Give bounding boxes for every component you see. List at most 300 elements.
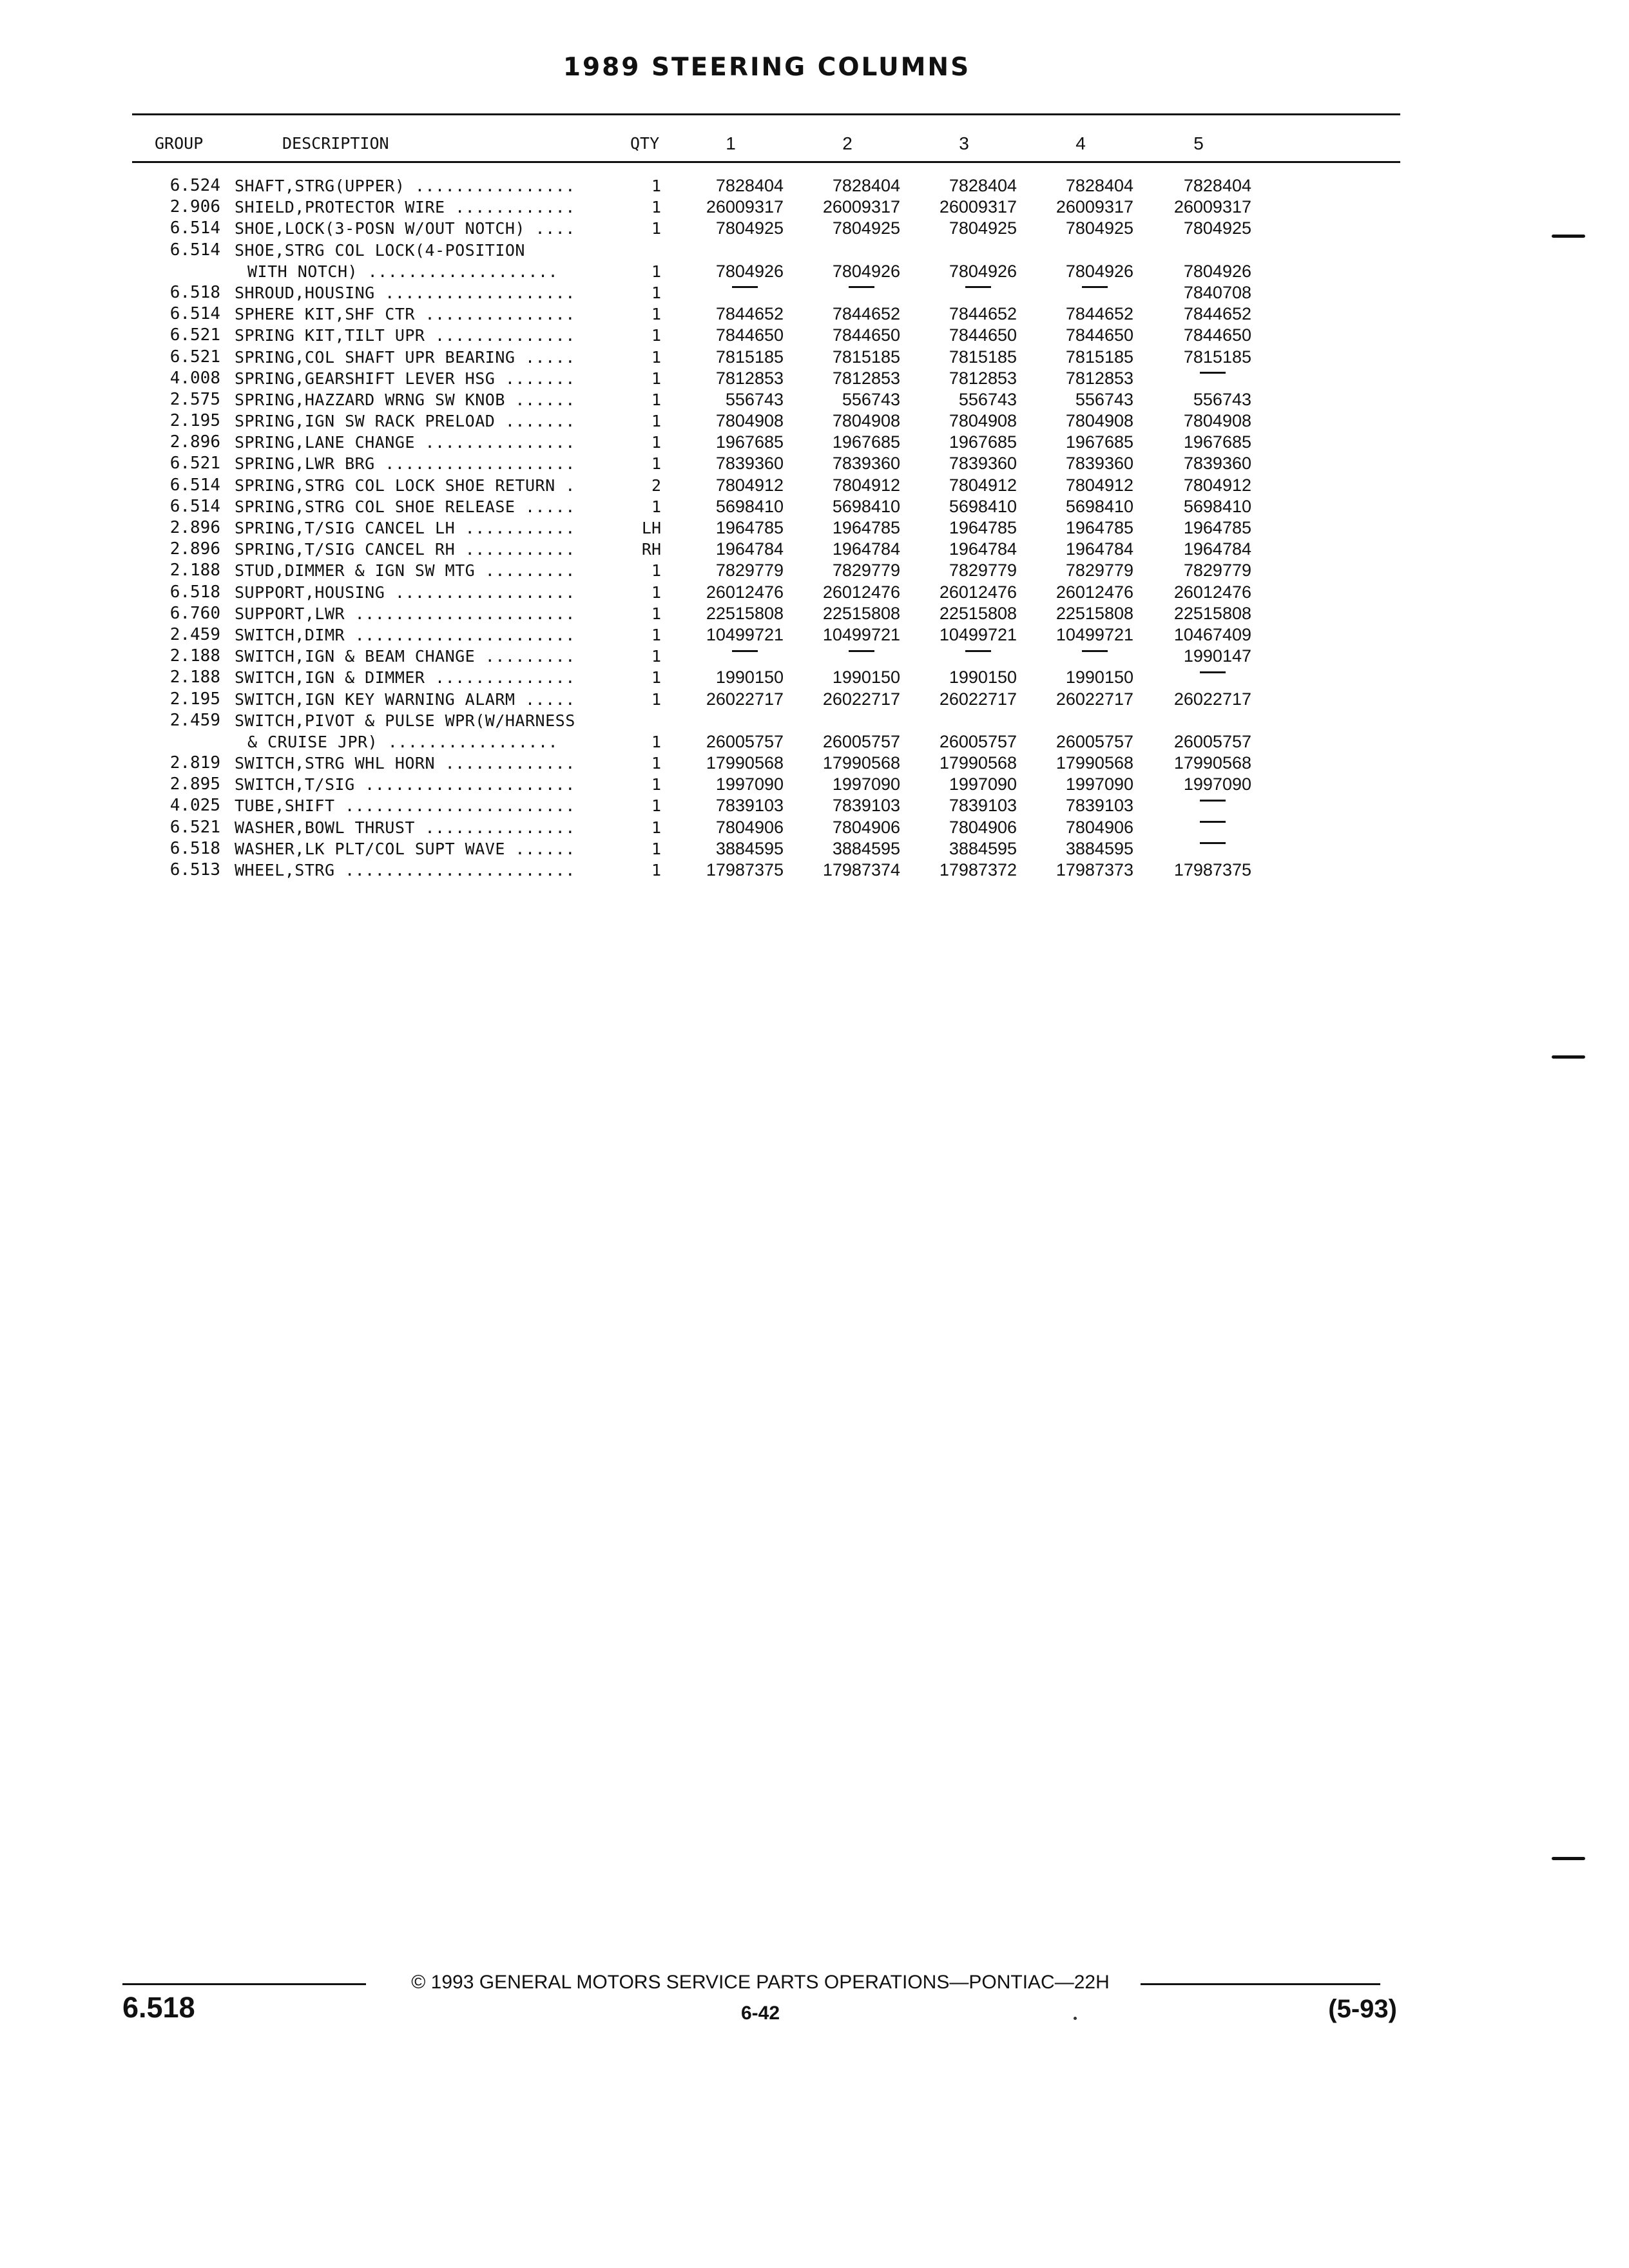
part-number-cell: 10499721 xyxy=(822,624,900,644)
part-number-cell: 1990150 xyxy=(715,668,784,687)
part-number-cell: 26022717 xyxy=(1173,689,1251,709)
group-cell: 2.459 xyxy=(169,710,220,730)
part-number-cell: 1997090 xyxy=(832,774,900,794)
qty-cell: 1 xyxy=(651,604,661,623)
qty-cell: 1 xyxy=(651,198,661,217)
part-number-cell xyxy=(1142,368,1251,389)
parts-table xyxy=(0,175,1629,881)
qty-cell: 1 xyxy=(651,347,661,367)
group-cell: 2.188 xyxy=(169,668,220,687)
part-number-cell: 7844650 xyxy=(1065,325,1133,345)
part-number-cell: 1964785 xyxy=(832,518,900,537)
group-cell: 2.896 xyxy=(169,432,220,452)
part-number-cell: 1997090 xyxy=(949,774,1017,794)
qty-cell: 1 xyxy=(651,326,661,345)
part-number-cell: 7844652 xyxy=(949,304,1017,324)
column-header-group: GROUP xyxy=(155,134,204,153)
part-number-cell: 22515808 xyxy=(1055,603,1133,623)
table-row xyxy=(0,218,1629,239)
part-number-cell: 26012476 xyxy=(939,582,1017,602)
group-cell: 6.514 xyxy=(169,496,220,516)
part-number-cell: 7839103 xyxy=(949,796,1017,816)
page-title: 1989 STEERING COLUMNS xyxy=(563,53,971,82)
part-number-cell xyxy=(674,282,784,303)
part-number-cell: 1967685 xyxy=(715,432,784,452)
part-number-cell: 7804908 xyxy=(949,411,1017,431)
qty-cell: 1 xyxy=(651,561,661,581)
part-number-cell: 556743 xyxy=(1075,389,1133,409)
part-number-cell: 7829779 xyxy=(832,561,900,581)
description-cell: SPRING,LWR BRG ................... xyxy=(235,454,575,474)
group-cell: 2.896 xyxy=(169,518,220,537)
table-row xyxy=(0,582,1629,603)
part-number-cell: 17987373 xyxy=(1055,860,1133,879)
group-cell: 4.008 xyxy=(169,368,220,388)
part-number-cell: 17990568 xyxy=(1055,753,1133,773)
part-number-cell: 26012476 xyxy=(706,582,784,602)
table-row xyxy=(0,689,1629,710)
group-cell: 6.521 xyxy=(169,347,220,367)
description-cell: SWITCH,IGN KEY WARNING ALARM ..... xyxy=(235,689,575,709)
table-row xyxy=(0,646,1629,667)
description-cell: SWITCH,IGN & BEAM CHANGE ......... xyxy=(235,647,575,666)
part-number-cell: 7844650 xyxy=(949,325,1017,345)
part-number-cell: 1997090 xyxy=(1065,774,1133,794)
part-number-cell: 1967685 xyxy=(949,432,1017,452)
table-row xyxy=(0,368,1629,389)
table-row xyxy=(0,325,1629,346)
group-cell: 6.514 xyxy=(169,218,220,238)
qty-cell: 1 xyxy=(651,818,661,837)
not-applicable-dash xyxy=(849,650,874,652)
part-number-cell: 26005757 xyxy=(822,731,900,751)
part-number-cell: 7804926 xyxy=(1183,261,1251,281)
part-number-cell: 7804906 xyxy=(832,817,900,837)
description-cell: SWITCH,PIVOT & PULSE WPR(W/HARNESS xyxy=(235,711,575,730)
description-cell: SWITCH,T/SIG ..................... xyxy=(235,775,575,794)
part-number-cell: 1997090 xyxy=(1183,774,1251,794)
qty-cell: 1 xyxy=(651,839,661,858)
column-header-5: 5 xyxy=(1193,133,1204,153)
part-number-cell: 1964784 xyxy=(949,539,1017,559)
part-number-cell: 7804912 xyxy=(715,475,784,495)
part-number-cell: 17987375 xyxy=(1173,860,1251,879)
part-number-cell: 7812853 xyxy=(715,368,784,388)
part-number-cell: 26005757 xyxy=(1055,731,1133,751)
table-row xyxy=(0,860,1629,881)
part-number-cell: 7840708 xyxy=(1183,282,1251,302)
table-row xyxy=(0,817,1629,838)
part-number-cell: 10499721 xyxy=(706,624,784,644)
group-cell: 6.521 xyxy=(169,817,220,837)
part-number-cell: 7812853 xyxy=(1065,368,1133,388)
part-number-cell: 556743 xyxy=(842,389,900,409)
margin-tick-mark xyxy=(1552,235,1585,238)
part-number-cell: 556743 xyxy=(1193,389,1251,409)
part-number-cell: 26012476 xyxy=(1173,582,1251,602)
part-number-cell: 17987375 xyxy=(706,860,784,879)
description-cell: SPRING,IGN SW RACK PRELOAD ....... xyxy=(235,412,575,431)
description-cell: SHAFT,STRG(UPPER) ................ xyxy=(235,177,575,195)
part-number-cell: 1964785 xyxy=(1183,518,1251,537)
part-number-cell xyxy=(1142,667,1251,688)
part-number-cell: 26009317 xyxy=(822,197,900,217)
group-cell: 2.896 xyxy=(169,539,220,559)
part-number-cell: 7815185 xyxy=(949,347,1017,367)
qty-cell: 1 xyxy=(651,754,661,773)
table-row xyxy=(0,175,1629,197)
table-row xyxy=(0,517,1629,539)
part-number-cell: 5698410 xyxy=(715,496,784,516)
not-applicable-dash xyxy=(1200,800,1226,802)
part-number-cell: 7804908 xyxy=(1183,411,1251,431)
footer-date: (5-93) xyxy=(1328,1995,1397,2023)
part-number-cell: 5698410 xyxy=(1065,496,1133,516)
part-number-cell: 7839103 xyxy=(715,796,784,816)
part-number-cell: 26009317 xyxy=(939,197,1017,217)
description-cell: SWITCH,DIMR ...................... xyxy=(235,625,575,644)
group-cell: 2.459 xyxy=(169,624,220,644)
part-number-cell: 7828404 xyxy=(1183,176,1251,195)
part-number-cell: 1964784 xyxy=(1065,539,1133,559)
part-number-cell: 7844650 xyxy=(832,325,900,345)
group-cell: 2.906 xyxy=(169,197,220,217)
part-number-cell: 1964785 xyxy=(715,518,784,537)
description-cell: STUD,DIMMER & IGN SW MTG ......... xyxy=(235,561,575,581)
qty-cell: 1 xyxy=(651,283,661,302)
qty-cell: 1 xyxy=(651,497,661,516)
not-applicable-dash xyxy=(1200,842,1226,844)
part-number-cell: 7804925 xyxy=(1183,218,1251,238)
part-number-cell: 7844652 xyxy=(1183,304,1251,324)
part-number-cell xyxy=(1024,282,1133,303)
part-number-cell: 7804908 xyxy=(1065,411,1133,431)
qty-cell: 1 xyxy=(651,775,661,794)
group-cell: 2.195 xyxy=(169,411,220,431)
part-number-cell: 17990568 xyxy=(706,753,784,773)
table-row xyxy=(0,624,1629,646)
group-cell: 2.195 xyxy=(169,689,220,709)
part-number-cell: 26012476 xyxy=(1055,582,1133,602)
part-number-cell: 1990150 xyxy=(832,668,900,687)
footer-rule-right xyxy=(1141,1983,1380,1985)
part-number-cell: 3884595 xyxy=(715,838,784,858)
qty-cell: 1 xyxy=(651,433,661,452)
group-cell: 6.521 xyxy=(169,454,220,474)
footer-page-number: 6-42 xyxy=(740,2003,780,2024)
part-number-cell: 7815185 xyxy=(1065,347,1133,367)
not-applicable-dash xyxy=(965,286,991,288)
description-cell: SPRING,GEARSHIFT LEVER HSG ....... xyxy=(235,369,575,388)
part-number-cell: 26022717 xyxy=(1055,689,1133,709)
description-cell: WITH NOTCH) ................... xyxy=(247,262,559,281)
group-cell: 2.895 xyxy=(169,774,220,794)
part-number-cell: 26009317 xyxy=(1055,197,1133,217)
not-applicable-dash xyxy=(1200,671,1226,673)
description-cell: SPRING,STRG COL SHOE RELEASE ..... xyxy=(235,497,575,516)
group-cell: 6.524 xyxy=(169,176,220,195)
group-cell: 6.513 xyxy=(169,860,220,879)
table-row xyxy=(0,795,1629,816)
part-number-cell: 17990568 xyxy=(822,753,900,773)
part-number-cell: 7844652 xyxy=(715,304,784,324)
part-number-cell: 26009317 xyxy=(706,197,784,217)
description-cell: SWITCH,IGN & DIMMER .............. xyxy=(235,668,575,687)
description-cell: SHROUD,HOUSING ................... xyxy=(235,283,575,302)
part-number-cell: 1964785 xyxy=(949,518,1017,537)
part-number-cell: 1990150 xyxy=(1065,668,1133,687)
part-number-cell: 5698410 xyxy=(832,496,900,516)
part-number-cell: 5698410 xyxy=(1183,496,1251,516)
qty-cell: 1 xyxy=(651,668,661,687)
qty-cell: 1 xyxy=(651,732,661,751)
part-number-cell: 7804908 xyxy=(715,411,784,431)
table-row xyxy=(0,710,1629,731)
qty-cell: 1 xyxy=(651,305,661,324)
part-number-cell: 26022717 xyxy=(939,689,1017,709)
table-row xyxy=(0,731,1629,753)
part-number-cell: 7804912 xyxy=(1183,475,1251,495)
qty-cell: 1 xyxy=(651,454,661,474)
description-cell: SPRING,STRG COL LOCK SHOE RETURN . xyxy=(235,476,575,495)
group-cell: 6.760 xyxy=(169,603,220,623)
part-number-cell: 7815185 xyxy=(1183,347,1251,367)
table-row xyxy=(0,389,1629,410)
part-number-cell: 7804906 xyxy=(1065,817,1133,837)
group-cell: 6.518 xyxy=(169,282,220,302)
part-number-cell: 7815185 xyxy=(715,347,784,367)
not-applicable-dash xyxy=(732,286,758,288)
column-header-3: 3 xyxy=(959,133,969,153)
qty-cell: 1 xyxy=(651,625,661,644)
part-number-cell: 22515808 xyxy=(706,603,784,623)
part-number-cell: 7812853 xyxy=(832,368,900,388)
part-number-cell xyxy=(1142,838,1251,860)
part-number-cell: 1964784 xyxy=(832,539,900,559)
qty-cell: 1 xyxy=(651,412,661,431)
description-cell: SPRING,COL SHAFT UPR BEARING ..... xyxy=(235,347,575,367)
part-number-cell xyxy=(674,646,784,667)
part-number-cell: 1964785 xyxy=(1065,518,1133,537)
part-number-cell: 17990568 xyxy=(1173,753,1251,773)
part-number-cell: 1967685 xyxy=(832,432,900,452)
group-cell: 2.575 xyxy=(169,389,220,409)
part-number-cell: 7804912 xyxy=(949,475,1017,495)
group-cell: 2.188 xyxy=(169,561,220,581)
table-row xyxy=(0,453,1629,474)
qty-cell: RH xyxy=(641,540,661,559)
part-number-cell xyxy=(791,646,900,667)
group-cell: 4.025 xyxy=(169,796,220,816)
table-row xyxy=(0,603,1629,624)
column-header-2: 2 xyxy=(842,133,853,153)
part-number-cell: 26005757 xyxy=(939,731,1017,751)
part-number-cell: 10467409 xyxy=(1173,624,1251,644)
part-number-cell: 17987374 xyxy=(822,860,900,879)
footer-rule-left xyxy=(122,1983,366,1985)
part-number-cell: 7804925 xyxy=(832,218,900,238)
qty-cell: 1 xyxy=(651,861,661,879)
part-number-cell: 7812853 xyxy=(949,368,1017,388)
group-cell: 2.819 xyxy=(169,753,220,773)
part-number-cell: 7828404 xyxy=(949,176,1017,195)
part-number-cell: 22515808 xyxy=(822,603,900,623)
not-applicable-dash xyxy=(849,286,874,288)
description-cell: & CRUISE JPR) ................. xyxy=(247,732,559,751)
part-number-cell: 26005757 xyxy=(706,731,784,751)
description-cell: SWITCH,STRG WHL HORN ............. xyxy=(235,754,575,773)
scan-speck xyxy=(1074,2017,1077,2020)
table-row xyxy=(0,496,1629,517)
qty-cell: 1 xyxy=(651,262,661,281)
part-number-cell: 7839360 xyxy=(1065,454,1133,474)
part-number-cell: 7804906 xyxy=(949,817,1017,837)
table-row xyxy=(0,432,1629,453)
description-cell: SHOE,STRG COL LOCK(4-POSITION xyxy=(235,240,525,260)
footer-section-number: 6.518 xyxy=(122,1991,195,2024)
description-cell: WASHER,BOWL THRUST ............... xyxy=(235,818,575,837)
table-row xyxy=(0,197,1629,218)
part-number-cell: 7828404 xyxy=(715,176,784,195)
part-number-cell: 26005757 xyxy=(1173,731,1251,751)
group-cell: 6.514 xyxy=(169,304,220,324)
table-row xyxy=(0,539,1629,560)
not-applicable-dash xyxy=(1200,372,1226,374)
group-cell: 6.521 xyxy=(169,325,220,345)
part-number-cell: 1997090 xyxy=(715,774,784,794)
column-header-1: 1 xyxy=(726,133,736,153)
description-cell: TUBE,SHIFT ....................... xyxy=(235,796,575,816)
part-number-cell: 1990150 xyxy=(949,668,1017,687)
part-number-cell: 3884595 xyxy=(832,838,900,858)
table-row xyxy=(0,240,1629,261)
part-number-cell xyxy=(1142,795,1251,816)
part-number-cell: 17990568 xyxy=(939,753,1017,773)
table-row xyxy=(0,347,1629,368)
part-number-cell: 7804926 xyxy=(832,261,900,281)
table-row xyxy=(0,774,1629,795)
part-number-cell: 1964784 xyxy=(715,539,784,559)
table-row xyxy=(0,838,1629,860)
part-number-cell: 7839360 xyxy=(715,454,784,474)
group-cell: 6.514 xyxy=(169,240,220,260)
not-applicable-dash xyxy=(1082,650,1108,652)
group-cell: 6.518 xyxy=(169,838,220,858)
qty-cell: 2 xyxy=(651,476,661,495)
table-row xyxy=(0,753,1629,774)
part-number-cell: 10499721 xyxy=(939,624,1017,644)
description-cell: SHOE,LOCK(3-POSN W/OUT NOTCH) .... xyxy=(235,219,575,238)
part-number-cell: 26009317 xyxy=(1173,197,1251,217)
part-number-cell xyxy=(791,282,900,303)
part-number-cell: 26022717 xyxy=(822,689,900,709)
part-number-cell xyxy=(1024,646,1133,667)
table-row xyxy=(0,667,1629,688)
not-applicable-dash xyxy=(732,650,758,652)
part-number-cell: 1964784 xyxy=(1183,539,1251,559)
qty-cell: 1 xyxy=(651,219,661,238)
table-row xyxy=(0,282,1629,303)
description-cell: SUPPORT,HOUSING .................. xyxy=(235,582,575,602)
group-cell: 6.514 xyxy=(169,475,220,495)
table-row xyxy=(0,560,1629,581)
part-number-cell: 7828404 xyxy=(832,176,900,195)
part-number-cell: 7829779 xyxy=(949,561,1017,581)
qty-cell: 1 xyxy=(651,647,661,666)
part-number-cell: 5698410 xyxy=(949,496,1017,516)
part-number-cell: 7804925 xyxy=(1065,218,1133,238)
part-number-cell: 7804926 xyxy=(949,261,1017,281)
part-number-cell: 7839103 xyxy=(1065,796,1133,816)
part-number-cell: 22515808 xyxy=(939,603,1017,623)
part-number-cell: 7839103 xyxy=(832,796,900,816)
part-number-cell xyxy=(1142,817,1251,838)
table-row xyxy=(0,410,1629,432)
table-row xyxy=(0,303,1629,325)
description-cell: WHEEL,STRG ....................... xyxy=(235,861,575,879)
part-number-cell: 7829779 xyxy=(715,561,784,581)
description-cell: SPRING,T/SIG CANCEL LH ........... xyxy=(235,519,575,537)
qty-cell: 1 xyxy=(651,796,661,816)
part-number-cell: 7829779 xyxy=(1065,561,1133,581)
qty-cell: 1 xyxy=(651,177,661,195)
description-cell: SPHERE KIT,SHF CTR ............... xyxy=(235,305,575,324)
part-number-cell: 7804926 xyxy=(1065,261,1133,281)
part-number-cell: 7839360 xyxy=(949,454,1017,474)
part-number-cell: 26012476 xyxy=(822,582,900,602)
qty-cell: 1 xyxy=(651,390,661,409)
part-number-cell: 7829779 xyxy=(1183,561,1251,581)
header-bottom-rule xyxy=(132,161,1400,163)
part-number-cell: 17987372 xyxy=(939,860,1017,879)
description-cell: SPRING,HAZZARD WRNG SW KNOB ...... xyxy=(235,390,575,409)
not-applicable-dash xyxy=(965,650,991,652)
part-number-cell: 7828404 xyxy=(1065,176,1133,195)
part-number-cell: 7844652 xyxy=(832,304,900,324)
description-cell: SUPPORT,LWR ...................... xyxy=(235,604,575,623)
part-number-cell: 7839360 xyxy=(832,454,900,474)
part-number-cell: 1990147 xyxy=(1183,646,1251,666)
part-number-cell: 7804926 xyxy=(715,261,784,281)
part-number-cell: 556743 xyxy=(958,389,1017,409)
part-number-cell: 7844650 xyxy=(715,325,784,345)
description-cell: SPRING,T/SIG CANCEL RH ........... xyxy=(235,540,575,559)
part-number-cell: 7844650 xyxy=(1183,325,1251,345)
part-number-cell: 1967685 xyxy=(1065,432,1133,452)
margin-tick-mark xyxy=(1552,1055,1585,1059)
part-number-cell: 7804925 xyxy=(949,218,1017,238)
table-row xyxy=(0,261,1629,282)
part-number-cell: 7804912 xyxy=(1065,475,1133,495)
column-header-4: 4 xyxy=(1075,133,1086,153)
description-cell: SPRING,LANE CHANGE ............... xyxy=(235,433,575,452)
qty-cell: 1 xyxy=(651,689,661,709)
part-number-cell: 7839360 xyxy=(1183,454,1251,474)
part-number-cell: 1967685 xyxy=(1183,432,1251,452)
part-number-cell: 7815185 xyxy=(832,347,900,367)
part-number-cell xyxy=(907,282,1017,303)
group-cell: 6.518 xyxy=(169,582,220,602)
part-number-cell: 7804912 xyxy=(832,475,900,495)
column-header-qty: QTY xyxy=(630,134,660,153)
part-number-cell: 7804906 xyxy=(715,817,784,837)
part-number-cell: 10499721 xyxy=(1055,624,1133,644)
part-number-cell: 7804908 xyxy=(832,411,900,431)
table-row xyxy=(0,475,1629,496)
part-number-cell: 7844652 xyxy=(1065,304,1133,324)
qty-cell: 1 xyxy=(651,369,661,388)
qty-cell: LH xyxy=(641,519,661,537)
